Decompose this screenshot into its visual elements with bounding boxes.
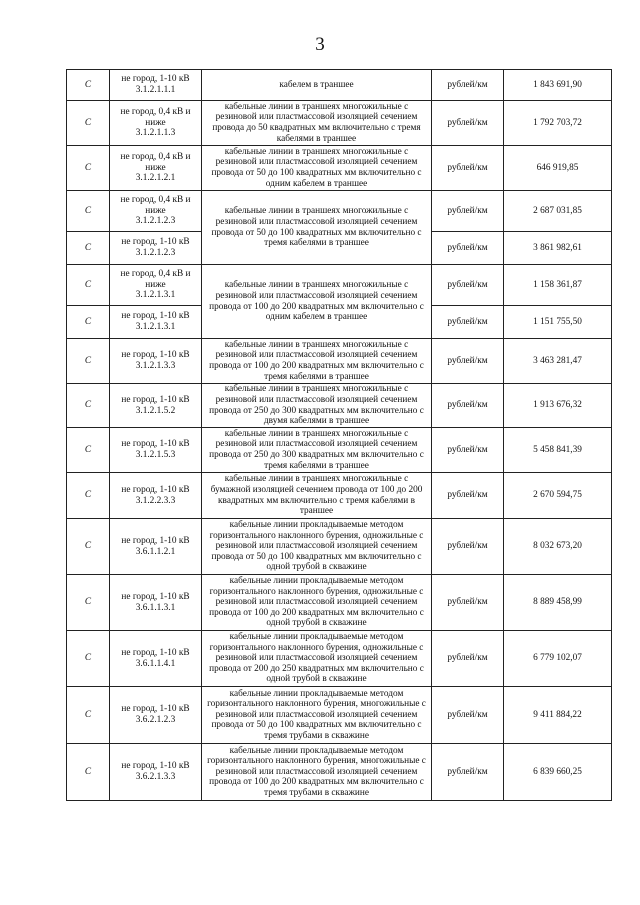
territory-cell	[110, 687, 202, 744]
rate-symbol: C	[67, 101, 110, 146]
description-cell: кабельные линии прокладываемые методом горизонтального наклонного бурения, одножильные с резиновой или пластмассовой изоляцией сечением провода от 100 до 200 квадратных мм включительно с одной трубой в скважине	[202, 575, 432, 631]
rate-code: 3.1.2.1.1.1	[135, 85, 176, 95]
description-cell: кабельные линии в траншеях многожильные с резиновой или пластмассовой изоляцией сечением провода от 50 до 100 квадратных мм включительно с тремя кабелями в траншее	[202, 191, 432, 265]
value-cell: 6 839 660,25	[504, 744, 612, 801]
rate-code: 3.1.2.1.3.1	[135, 290, 176, 301]
territory-cell	[110, 306, 202, 339]
description-cell: кабельные линии прокладываемые методом горизонтального наклонного бурения, одножильные с резиновой или пластмассовой изоляцией сечением провода от 50 до 100 квадратных мм включительно с одной трубой в скважине	[202, 519, 432, 575]
rate-code: 3.1.2.1.2.3	[135, 216, 176, 227]
page-number: 3	[315, 34, 325, 55]
territory-text: не город, 1-10 кВ	[121, 311, 190, 322]
description-cell: кабельные линии прокладываемые методом горизонтального наклонного бурения, многожильные с резиновой или пластмассовой изоляцией сечением провода от 50 до 100 квадратных мм включительно с тремя трубами в скважине	[202, 687, 432, 744]
rate-symbol: C	[67, 306, 110, 339]
territory-cell	[110, 744, 202, 801]
rate-code: 3.1.2.1.5.3	[135, 450, 176, 460]
unit-cell: рублей/км	[432, 687, 504, 744]
value-cell: 1 792 703,72	[504, 101, 612, 146]
territory-text: не город, 1-10 кВ	[121, 591, 190, 602]
unit-cell: рублей/км	[432, 70, 504, 101]
table-row	[67, 146, 612, 191]
description-cell: кабельные линии в траншеях многожильные с резиновой или пластмассовой изоляцией сечением провода от 100 до 200 квадратных мм включительно с одним кабелем в траншее	[202, 265, 432, 339]
territory-cell	[110, 473, 202, 519]
territory-cell	[110, 519, 202, 575]
territory-cell	[110, 384, 202, 428]
table-row	[67, 339, 612, 384]
table-row	[67, 191, 612, 232]
description-cell: кабельные линии прокладываемые методом горизонтального наклонного бурения, многожильные с резиновой или пластмассовой изоляцией сечением провода от 100 до 200 квадратных мм включительно с тремя трубами в скважине	[202, 744, 432, 801]
value-cell: 3 861 982,61	[504, 232, 612, 265]
table-row	[67, 687, 612, 744]
rate-symbol: C	[67, 473, 110, 519]
rate-symbol: C	[67, 575, 110, 631]
territory-text: не город, 1-10 кВ	[121, 647, 190, 658]
unit-cell: рублей/км	[432, 265, 504, 306]
value-cell: 1 151 755,50	[504, 306, 612, 339]
rate-symbol: C	[67, 232, 110, 265]
value-cell: 3 463 281,47	[504, 339, 612, 384]
description-cell: кабельные линии в траншеях многожильные с резиновой или пластмассовой изоляцией сечением провода от 50 до 100 квадратных мм включительно с одним кабелем в траншее	[202, 146, 432, 191]
territory-text: не город, 0,4 кВ и ниже	[120, 152, 191, 173]
unit-cell: рублей/км	[432, 744, 504, 801]
rate-code: 3.6.2.1.3.3	[135, 772, 176, 782]
rate-symbol: C	[67, 519, 110, 575]
description-cell: кабельные линии прокладываемые методом горизонтального наклонного бурения, одножильные с резиновой или пластмассовой изоляцией сечением провода от 200 до 250 квадратных мм включительно с одной трубой в скважине	[202, 631, 432, 687]
value-cell: 2 670 594,75	[504, 473, 612, 519]
territory-text: не город, 1-10 кВ	[121, 74, 190, 85]
unit-cell: рублей/км	[432, 473, 504, 519]
rate-symbol: C	[67, 265, 110, 306]
value-cell: 6 779 102,07	[504, 631, 612, 687]
value-cell: 1 913 676,32	[504, 384, 612, 428]
value-cell: 9 411 884,22	[504, 687, 612, 744]
rate-code: 3.6.1.1.4.1	[135, 658, 176, 669]
value-cell: 8 032 673,20	[504, 519, 612, 575]
territory-cell	[110, 191, 202, 232]
territory-text: не город, 1-10 кВ	[121, 237, 190, 248]
description-cell: кабельные линии в траншеях многожильные с бумажной изоляцией сечением провода от 100 до 200 квадратных мм включительно с тремя кабелями в траншее	[202, 473, 432, 519]
unit-cell: рублей/км	[432, 101, 504, 146]
rate-code: 3.1.2.1.1.3	[135, 128, 176, 139]
rate-code: 3.1.2.2.3.3	[135, 495, 176, 506]
table-row	[67, 519, 612, 575]
unit-cell: рублей/км	[432, 631, 504, 687]
unit-cell: рублей/км	[432, 306, 504, 339]
territory-cell	[110, 339, 202, 384]
table-row	[67, 473, 612, 519]
territory-cell	[110, 146, 202, 191]
table-row	[67, 575, 612, 631]
territory-text: не город, 1-10 кВ	[121, 350, 190, 361]
table-row	[67, 428, 612, 473]
rate-code: 3.6.1.1.2.1	[135, 546, 176, 557]
territory-text: не город, 1-10 кВ	[121, 761, 190, 772]
value-cell: 8 889 458,99	[504, 575, 612, 631]
territory-text: не город, 0,4 кВ и ниже	[120, 195, 191, 216]
rate-symbol: C	[67, 428, 110, 473]
rate-symbol: C	[67, 631, 110, 687]
territory-text: не город, 1-10 кВ	[121, 704, 190, 715]
rate-code: 3.6.1.1.3.1	[135, 602, 176, 613]
unit-cell: рублей/км	[432, 232, 504, 265]
description-cell: кабельные линии в траншеях многожильные с резиновой или пластмассовой изоляцией сечением провода от 250 до 300 квадратных мм включительно с тремя кабелями в траншее	[202, 428, 432, 473]
value-cell: 5 458 841,39	[504, 428, 612, 473]
rate-code: 3.1.2.1.5.2	[135, 405, 176, 416]
table-row	[67, 265, 612, 306]
rate-code: 3.1.2.1.3.3	[135, 361, 176, 371]
description-cell: кабелем в траншее	[202, 70, 432, 101]
territory-text: не город, 1-10 кВ	[121, 484, 190, 495]
rate-code: 3.1.2.1.2.1	[135, 173, 176, 184]
rate-symbol: C	[67, 191, 110, 232]
territory-cell	[110, 101, 202, 146]
value-cell: 1 158 361,87	[504, 265, 612, 306]
value-cell: 1 843 691,90	[504, 70, 612, 101]
territory-cell	[110, 631, 202, 687]
territory-text: не город, 0,4 кВ и ниже	[120, 269, 191, 290]
territory-cell	[110, 232, 202, 265]
rate-symbol: C	[67, 146, 110, 191]
rate-symbol: C	[67, 384, 110, 428]
territory-text: не город, 1-10 кВ	[121, 439, 190, 450]
territory-cell	[110, 428, 202, 473]
rate-code: 3.6.2.1.2.3	[135, 715, 176, 725]
rate-symbol: C	[67, 70, 110, 101]
territory-text: не город, 0,4 кВ и ниже	[120, 107, 191, 128]
description-cell: кабельные линии в траншеях многожильные с резиновой или пластмассовой изоляцией сечением провода до 50 квадратных мм включительно с тремя кабелями в траншее	[202, 101, 432, 146]
rate-code: 3.1.2.1.2.3	[135, 248, 176, 258]
table-row	[67, 101, 612, 146]
value-cell: 2 687 031,85	[504, 191, 612, 232]
value-cell: 646 919,85	[504, 146, 612, 191]
table-row	[67, 384, 612, 428]
unit-cell: рублей/км	[432, 339, 504, 384]
description-cell: кабельные линии в траншеях многожильные с резиновой или пластмассовой изоляцией сечением провода от 250 до 300 квадратных мм включительно с двумя кабелями в траншее	[202, 384, 432, 428]
rate-symbol: C	[67, 744, 110, 801]
table-row	[67, 631, 612, 687]
unit-cell: рублей/км	[432, 146, 504, 191]
rate-symbol: C	[67, 687, 110, 744]
territory-text: не город, 1-10 кВ	[121, 394, 190, 405]
unit-cell: рублей/км	[432, 575, 504, 631]
description-cell: кабельные линии в траншеях многожильные с резиновой или пластмассовой изоляцией сечением провода от 100 до 200 квадратных мм включительно с тремя кабелями в траншее	[202, 339, 432, 384]
table-row	[67, 744, 612, 801]
tariff-table	[66, 69, 612, 801]
territory-cell	[110, 575, 202, 631]
unit-cell: рублей/км	[432, 191, 504, 232]
unit-cell: рублей/км	[432, 519, 504, 575]
table-row	[67, 70, 612, 101]
territory-cell	[110, 70, 202, 101]
unit-cell: рублей/км	[432, 384, 504, 428]
rate-code: 3.1.2.1.3.1	[135, 322, 176, 332]
territory-text: не город, 1-10 кВ	[121, 535, 190, 546]
rate-symbol: C	[67, 339, 110, 384]
territory-cell	[110, 265, 202, 306]
unit-cell: рублей/км	[432, 428, 504, 473]
